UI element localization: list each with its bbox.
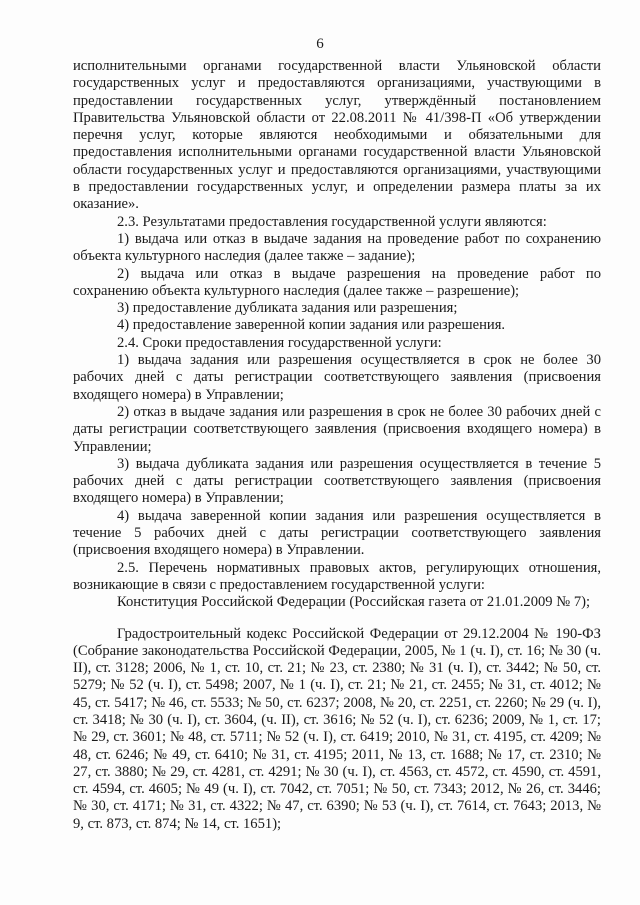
paragraph-intro-continuation: исполнительными органами государственной власти Ульяновской области государственных услуг и предоставляются организациями, участвующими в предоставлении государственных услуг, утверждённый постановлением Правительства Ульяновской области от 22.08.2011 № 41/398-П «Об утверждении перечня услуг, которые являются необходимыми и обязательными для предоставления исполнительными органами государственной власти Ульяновской области государственных услуг и предоставляются организациями, участвующими в предоставлении государственных услуг, и определении размера платы за их оказание». [73, 58, 601, 213]
paragraph-2-3-item-1: 1) выдача или отказ в выдаче задания на проведение работ по сохранению объекта культурного наследия (далее также – задание); [73, 230, 601, 265]
paragraph-2-5: 2.5. Перечень нормативных правовых актов, регулирующих отношения, возникающие в связи с предоставлением государственной услуги: [73, 559, 601, 593]
paragraph-2-3-item-3: 3) предоставление дубликата задания или разрешения; [117, 300, 458, 317]
paragraph-2-4-item-1: 1) выдача задания или разрешения осуществляется в срок не более 30 рабочих дней с даты регистрации соответствующего заявления (присвоения входящего номера) в Управлении; [73, 352, 601, 403]
paragraph-2-3-item-4: 4) предоставление заверенной копии задания или разрешения. [117, 317, 506, 334]
paragraph-2-3: 2.3. Результатами предоставления государственной услуги являются: [117, 213, 547, 230]
paragraph-2-3-item-2: 2) выдача или отказ в выдаче разрешения на проведение работ по сохранению объекта культурного наследия (далее также – разрешение); [73, 265, 601, 299]
paragraph-2-4-item-4: 4) выдача заверенной копии задания или разрешения осуществляется в течение 5 рабочих дней с даты регистрации соответствующего заявления (присвоения входящего номера) в Управлении. [73, 507, 601, 559]
paragraph-urban-code: Градостроительный кодекс Российской Федерации от 29.12.2004 № 190-ФЗ (Собрание законодательства Российской Федерации, 2005, № 1 (ч. I), ст. 16; № 30 (ч. II), ст. 3128; 2006, № 1, ст. 10, ст. 21; № 23, ст. 2380; № 31 (ч. I), ст. 3442; № 50, ст. 5279; № 52 (ч. I), ст. 5498; 2007, № 1 (ч. I), ст. 21; № 21, ст. 2455; № 31, ст. 4012; № 45, ст. 5417; № 46, ст. 5533; № 50, ст. 6237; 2008, № 20, ст. 2251, ст. 2260; № 29 (ч. I), ст. 3418; № 30 (ч. I), ст. 3604, (ч. II), ст. 3616; № 52 (ч. I), ст. 6236; 2009, № 1, ст. 17; № 29, ст. 3601; № 48, ст. 5711; № 52 (ч. I), ст. 6419; 2010, № 31, ст. 4195, ст. 4209; № 48, ст. 6246; № 49, ст. 6410; № 31, ст. 4195; 2011, № 13, ст. 1688; № 17, ст. 2310; № 27, ст. 3880; № 29, ст. 4281, ст. 4291; № 30 (ч. I), ст. 4563, ст. 4572, ст. 4590, ст. 4591, ст. 4594, ст. 4605; № 49 (ч. I), ст. 7042, ст. 7051; № 50, ст. 7343; 2012, № 26, ст. 3446; № 30, ст. 4171; № 31, ст. 4322; № 47, ст. 6390; № 53 (ч. I), ст. 7614, ст. 7643; 2013, № 9, ст. 873, ст. 874; № 14, ст. 1651); [73, 625, 601, 832]
paragraph-2-4: 2.4. Сроки предоставления государственной услуги: [117, 334, 442, 351]
page-number: 6 [316, 36, 324, 52]
paragraph-2-4-item-2: 2) отказ в выдаче задания или разрешения в срок не более 30 рабочих дней с даты регистрации соответствующего заявления (присвоения входящего номера) в Управлении; [73, 403, 601, 455]
paragraph-constitution: Конституция Российской Федерации (Российская газета от 21.01.2009 № 7); [117, 594, 591, 611]
document-body [73, 58, 601, 833]
paragraph-2-4-item-3: 3) выдача дубликата задания или разрешения осуществляется в течение 5 рабочих дней с даты регистрации соответствующего заявления (присвоения входящего номера) в Управлении; [73, 455, 601, 507]
